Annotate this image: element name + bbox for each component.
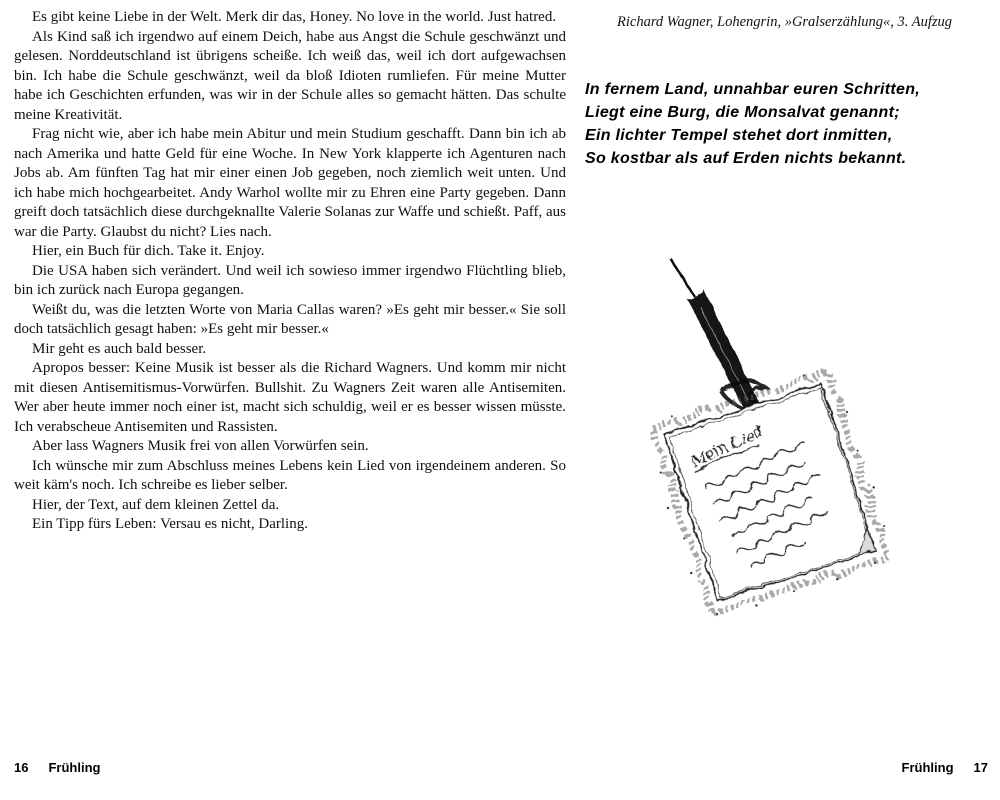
note-title: Mein Lied	[688, 422, 766, 471]
page-number: 17	[973, 760, 988, 775]
quote-line: Liegt eine Burg, die Monsalvat genannt;	[585, 104, 900, 121]
body-paragraph: Die USA haben sich verändert. Und weil ich sowieso immer irgendwo Flüchtling blieb, bin ich zurück nach Europa gegangen.	[14, 262, 566, 298]
body-paragraph: Frag nicht wie, aber ich habe mein Abitur und mein Studium geschafft. Dann bin ich ab nach Amerika und hatte Geld für eine Woche. In New York klapperte ich Agenturen nach Jobs ab. Am fünften Tag hat mir einer einen Job gegeben, noch ziemlich weit unten. Und ich habe mich hochgearbeitet. Andy Warhol wollte mir zu Ehren eine Party gegeben. Dann greift doch tatsächlich diese durchgeknallte Valerie Solanas zur Waffe und schießt. Paff, aus war die Party. Glaubst du nicht? Lies nach.	[14, 126, 566, 240]
wagner-quote	[585, 78, 965, 170]
left-page-text	[14, 8, 566, 535]
body-paragraph: Hier, ein Buch für dich. Take it. Enjoy.	[32, 243, 265, 259]
body-paragraph: Als Kind saß ich irgendwo auf einem Deich, habe aus Angst die Schule geschwänzt und gelesen. Norddeutschland ist übrigens scheiße. Ich weiß das, weil ich dort aufgewachsen bin. Ich habe die Schule geschwänzt, weil da bloß Idioten rumliefen. Für meine Mutter habe ich Geschichten erfunden, was wir in der Schule alles so gemacht hätten. Das schulte meine Kreativität.	[14, 28, 566, 123]
body-paragraph: Ich wünsche mir zum Abschluss meines Lebens kein Lied von irgendeinem anderen. So weit käm's noch. Ich schreibe es lieber selber.	[14, 457, 566, 493]
body-paragraph: Aber lass Wagners Musik frei von allen Vorwürfen sein.	[32, 438, 369, 454]
page-number: 16	[14, 760, 29, 775]
right-footer	[688, 760, 988, 780]
left-footer	[14, 760, 314, 780]
body-paragraph: Weißt du, was die letzten Worte von Maria Callas waren? »Es geht mir besser.« Sie soll doch tatsächlich gesagt haben: »Es geht mir besser.«	[14, 301, 566, 337]
body-paragraph: Es gibt keine Liebe in der Welt. Merk dir das, Honey. No love in the world. Just hatred.	[32, 9, 557, 25]
quote-line: In fernem Land, unnahbar euren Schritten,	[585, 81, 921, 98]
pen-sketch	[670, 258, 792, 418]
note-illustration	[602, 240, 942, 645]
body-paragraph: Apropos besser: Keine Musik ist besser als die Richard Wagners. Und komm mir nicht mit diesen Antisemitismus-Vorwürfen. Bullshit. Zu Wagners Zeit waren alle Antisemiten. Wer aber heute immer noch einer ist, macht sich schuldig, weil er es besser wissen müsste. Ich verabscheue Antisemiten und Rassisten.	[14, 360, 566, 435]
quote-line: So kostbar als auf Erden nichts bekannt.	[585, 150, 907, 167]
body-paragraph: Hier, der Text, auf dem kleinen Zettel da.	[32, 496, 280, 513]
quote-attribution: Richard Wagner, Lohengrin, »Gralserzählung«, 3. Aufzug	[617, 14, 952, 30]
section-label: Frühling	[901, 760, 954, 775]
body-paragraph: Mir geht es auch bald besser.	[32, 340, 207, 357]
section-label: Frühling	[48, 760, 101, 775]
quote-line: Ein lichter Tempel stehet dort inmitten,	[585, 127, 893, 144]
body-paragraph: Ein Tipp fürs Leben: Versau es nicht, Darling.	[32, 516, 308, 532]
